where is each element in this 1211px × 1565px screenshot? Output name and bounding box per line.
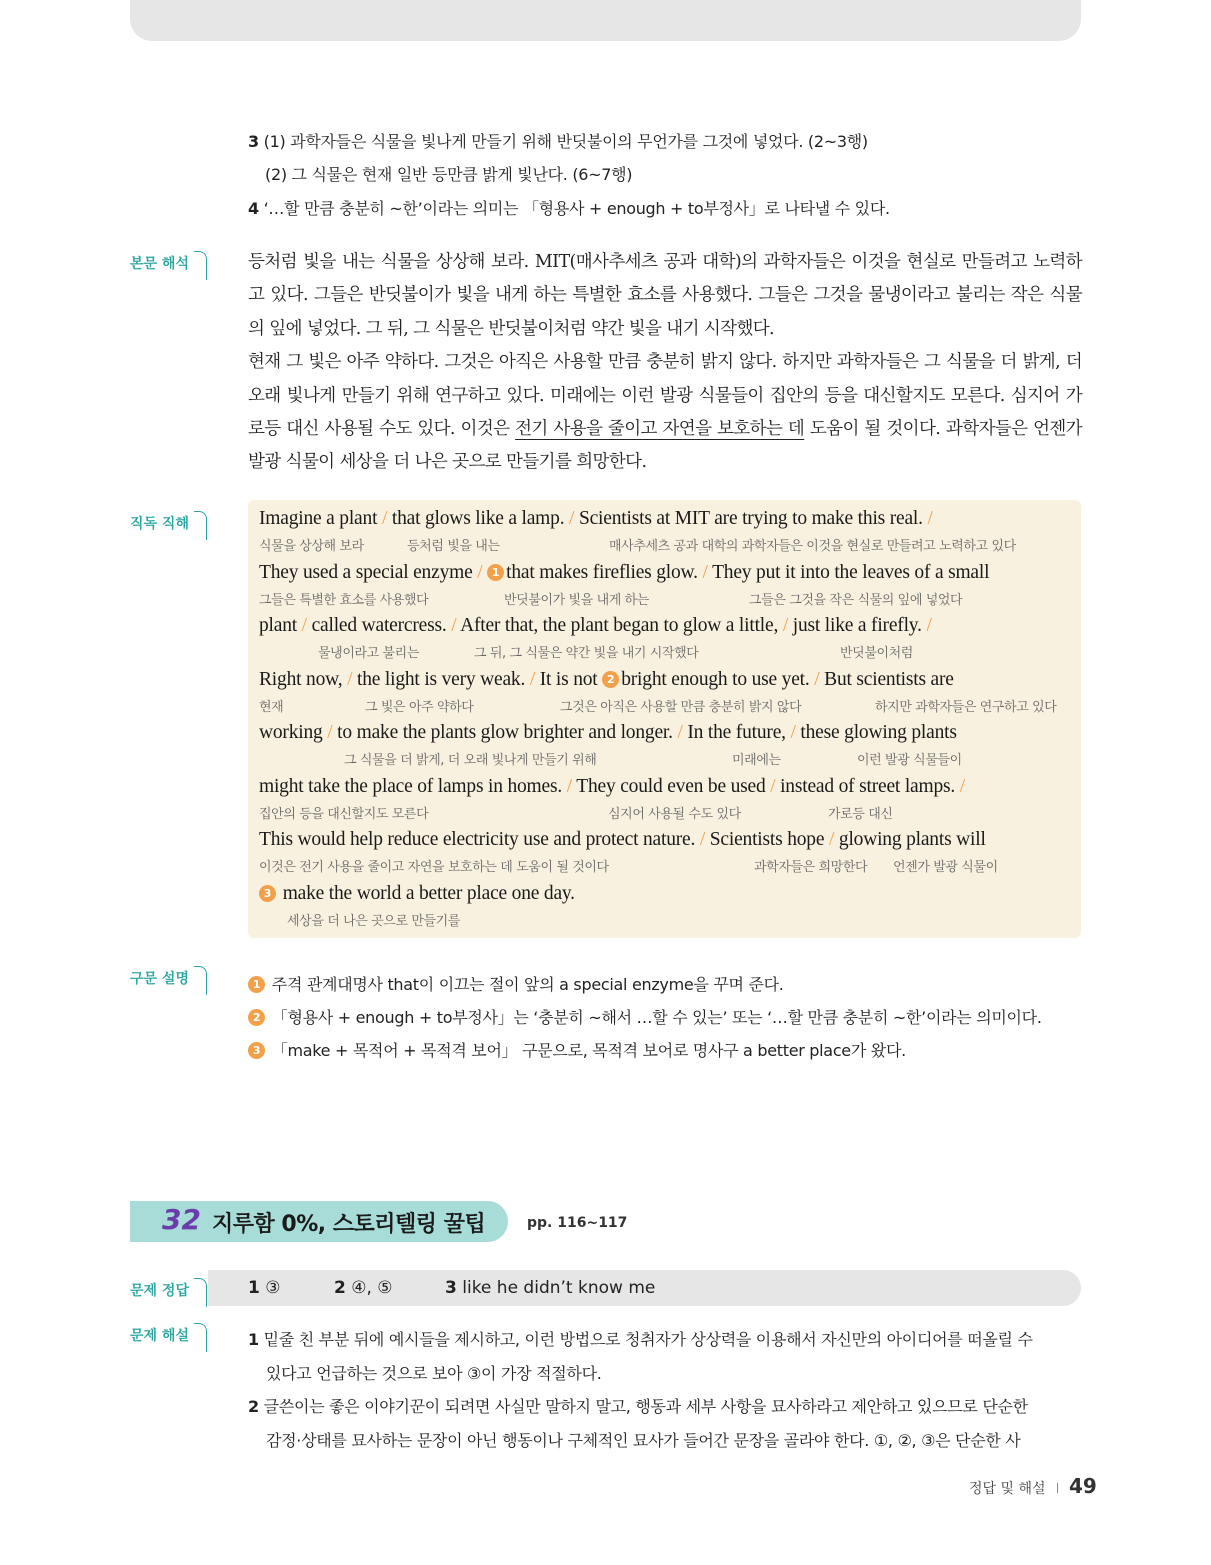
gloss: 하지만 과학자들은 연구하고 있다 — [875, 700, 1057, 715]
underlined-phrase: 전기 사용을 줄이고 자연을 보호하는 데 — [515, 419, 805, 440]
direct-row-6: might take the place of lamps in homes. / They could even be used / instead of street lamps. / — [259, 776, 965, 797]
gloss: 가로등 대신 — [828, 807, 893, 822]
syntax-item-1: 1 주격 관계대명사 that이 이끄는 절이 앞의 a special enzyme을 꾸며 준다. — [248, 972, 784, 995]
label-answer: 문제 정답 — [130, 1280, 205, 1304]
gloss: 과학자들은 희망한다 — [754, 860, 868, 875]
explanation-item-1: 1 밑줄 친 부분 뒤에 예시들을 제시하고, 이런 방법으로 청취자가 상상력을 이용해서 자신만의 아이디어를 떠올릴 수 — [248, 1330, 1033, 1349]
direct-row-5: working / to make the plants glow brighter and longer. / In the future, / these glowing plants — [259, 722, 957, 743]
page-number: 49 — [1069, 1474, 1097, 1498]
number-badge: 2 — [602, 671, 619, 688]
gloss: 반딧불이처럼 — [840, 646, 913, 661]
label-syntax: 구문 설명 — [130, 968, 205, 992]
gloss: 집안의 등을 대신할지도 모른다 — [259, 807, 429, 822]
section-pages: pp. 116~117 — [527, 1215, 628, 1231]
direct-row-2: They used a special enzyme / 1 that makes fireflies glow. / They put it into the leaves of a small — [259, 562, 990, 583]
gloss: 현재 — [259, 700, 284, 715]
answer-item-4: 4 ‘…할 만큼 충분히 ~한’이라는 의미는 「형용사 + enough + to부정사」로 나타낼 수 있다. — [248, 199, 890, 218]
label-direct: 직독 직해 — [130, 513, 205, 537]
syntax-item-3: 3 「make + 목적어 + 목적격 보어」 구문으로, 목적격 보어로 명사구 a better place가 왔다. — [248, 1038, 906, 1061]
gloss: 그것은 아직은 사용할 만큼 충분히 밝지 않다 — [560, 700, 802, 715]
gloss: 언젠가 발광 식물이 — [893, 860, 998, 875]
explanation-item-2-line2: 감정·상태를 묘사하는 문장이 아닌 행동이나 구체적인 묘사가 들어간 문장을 골라야 한다. ①, ②, ③은 단순한 사 — [266, 1431, 1021, 1450]
gloss: 이런 발광 식물들이 — [857, 753, 962, 768]
translation-text — [248, 246, 1082, 480]
gloss: 식물을 상상해 보라 — [259, 539, 364, 554]
gloss: 세상을 더 나은 곳으로 만들기를 — [287, 914, 460, 929]
direct-row-1: Imagine a plant / that glows like a lamp. / Scientists at MIT are trying to make this real. / — [259, 508, 933, 529]
gloss: 그들은 특별한 효소를 사용했다 — [259, 593, 429, 608]
gloss: 이것은 전기 사용을 줄이고 자연을 보호하는 데 도움이 될 것이다 — [259, 860, 609, 875]
direct-row-8: 3 make the world a better place one day. — [259, 883, 575, 905]
translation-paragraph-1: 등처럼 빛을 내는 식물을 상상해 보라. MIT(매사추세츠 공과 대학)의 과학자들은 이것을 현실로 만들려고 노력하고 있다. 그들은 반딧불이가 빛을 내게 하는 특별한 효소를 사용했다. 그들은 그것을 물냉이라고 불리는 작은 식물의 잎에 넣었다. 그 뒤, 그 식물은 반딧불이처럼 약간 빛을 내기 시작했다. — [248, 252, 1082, 339]
gloss: 그 식물을 더 밝게, 더 오래 빛나게 만들기 위해 — [344, 753, 597, 768]
direct-row-3: plant / called watercress. / After that, the plant began to glow a little, / just like a firefly. / — [259, 615, 932, 636]
gloss: 그 빛은 아주 약하다 — [365, 700, 474, 715]
number-badge: 3 — [248, 1042, 265, 1059]
answer-1: 1 ③ — [248, 1278, 281, 1298]
gloss: 등처럼 빛을 내는 — [407, 539, 500, 554]
gloss: 심지어 사용될 수도 있다 — [608, 807, 741, 822]
number-badge: 1 — [248, 976, 265, 993]
gloss: 물냉이라고 불리는 — [318, 646, 419, 661]
section-title: 지루함 0%, 스토리텔링 꿀팁 — [212, 1212, 486, 1237]
answer-item-3: 3 (1) 과학자들은 식물을 빛나게 만들기 위해 반딧불이의 무언가를 그것에 넣었다. (2~3행) — [248, 132, 868, 151]
label-explanation: 문제 해설 — [130, 1325, 205, 1349]
answer-3: 3 like he didn’t know me — [445, 1278, 656, 1298]
explanation-item-1-line2: 있다고 언급하는 것으로 보아 ③이 가장 적절하다. — [266, 1364, 602, 1383]
number-badge: 1 — [487, 564, 504, 581]
direct-row-7: This would help reduce electricity use and protect nature. / Scientists hope / glowing plants will — [259, 829, 986, 850]
answer-2: 2 ④, ⑤ — [334, 1278, 393, 1298]
number-badge: 2 — [248, 1009, 265, 1026]
gloss: 그 뒤, 그 식물은 약간 빛을 내기 시작했다 — [474, 646, 699, 661]
answer-item-3-line2: (2) 그 식물은 현재 일반 등만큼 밝게 빛난다. (6~7행) — [265, 165, 633, 184]
footer-divider — [1057, 1483, 1058, 1493]
number-badge: 3 — [259, 885, 276, 902]
gloss: 미래에는 — [732, 753, 781, 768]
translation-paragraph-2: 현재 그 빛은 아주 약하다. 그것은 아직은 사용할 만큼 충분히 밝지 않다. 하지만 과학자들은 그 식물을 더 밝게, 더 오래 빛나게 만들기 위해 연구하고 있다. 미래에는 이런 발광 식물들이 집안의 등을 대신할지도 모른다. 심지어 가로등 대신 사용될 수도 있다. 이것은 전기 사용을 줄이고 자연을 보호하는 데 도움이 될 것이다. 과학자들은 언젠가 발광 식물이 세상을 더 나은 곳으로 만들기를 희망한다. — [248, 352, 1082, 473]
top-banner — [130, 0, 1081, 41]
syntax-item-2: 2 「형용사 + enough + to부정사」는 ‘충분히 ~해서 …할 수 있는’ 또는 ‘…할 만큼 충분히 ~한’이라는 의미이다. — [248, 1005, 1042, 1028]
direct-row-4: Right now, / the light is very weak. / It is not 2 bright enough to use yet. / But scientists are — [259, 669, 954, 690]
footer-label: 정답 및 해설 — [969, 1481, 1046, 1497]
gloss: 그들은 그것을 작은 식물의 잎에 넣었다 — [749, 593, 963, 608]
section-number: 32 — [162, 1203, 201, 1236]
label-translation: 본문 해석 — [130, 253, 205, 277]
gloss: 반딧불이가 빛을 내게 하는 — [504, 593, 649, 608]
gloss: 매사추세츠 공과 대학의 과학자들은 이것을 현실로 만들려고 노력하고 있다 — [609, 539, 1016, 554]
explanation-item-2: 2 글쓴이는 좋은 이야기꾼이 되려면 사실만 말하지 말고, 행동과 세부 사항을 묘사하라고 제안하고 있으므로 단순한 — [248, 1397, 1028, 1416]
